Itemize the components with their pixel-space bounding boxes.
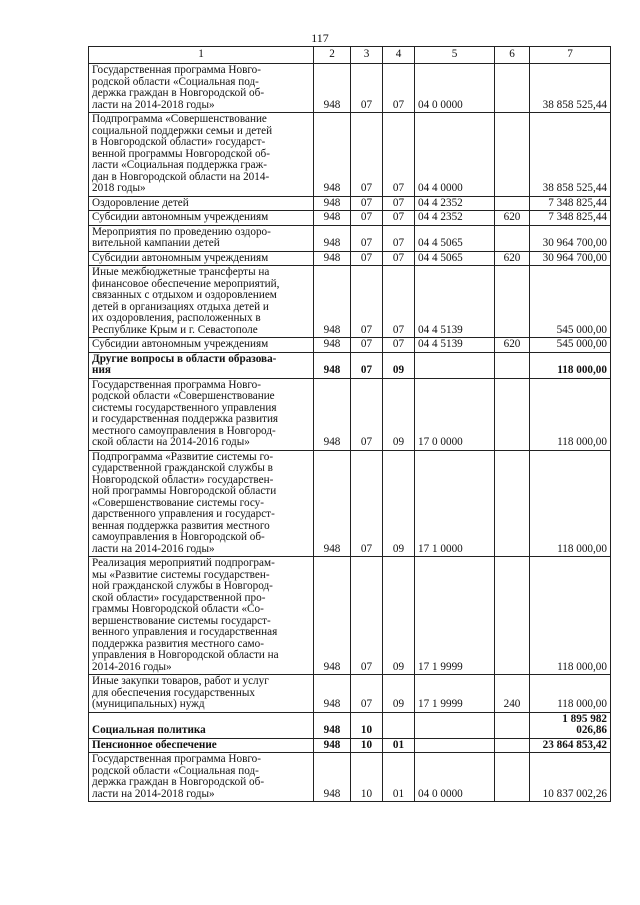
item-name-cell [89,64,314,113]
department-code-cell: 948 [314,753,351,802]
expense-type-cell: 620 [495,251,530,266]
item-name-cell [89,196,314,211]
table-header-row [89,47,611,64]
item-name-line: Субсидии автономным учреждениям [92,251,269,264]
item-name-line: граммы Новгородской области «Со- [92,603,264,615]
item-name-line: ной программы Новгородской области [92,485,277,497]
item-name-cell [89,211,314,226]
amount-cell: 23 864 853,42 [530,738,611,753]
subsection-code-cell: 07 [383,113,415,197]
item-name-cell [89,225,314,251]
item-name-line: самоуправления в Новгородской об- [92,531,265,543]
expense-type-cell [495,113,530,197]
target-article-cell: 04 4 5139 [415,266,495,338]
item-name-line: Реализация мероприятий подпрограм- [92,557,275,569]
item-name-cell [89,338,314,353]
item-name-line: финансовое обеспечение мероприятий, [92,277,280,290]
section-code-cell: 10 [351,712,383,738]
expense-type-cell [495,196,530,211]
table-row [89,251,611,266]
item-name-line: держка граждан в Новгородской об- [92,776,265,788]
subsection-code-cell: 07 [383,266,415,338]
budget-table [88,46,611,802]
item-name-line: венной программы Новгородской об- [92,147,270,160]
item-name-line: «Совершенствование системы госу- [92,496,264,509]
section-code-cell: 07 [351,225,383,251]
expense-type-cell [495,378,530,450]
amount-cell: 118 000,00 [530,450,611,557]
section-code-cell: 07 [351,675,383,713]
section-code-cell: 07 [351,266,383,338]
item-name-line: Государственная программа Новго- [92,64,261,76]
table-row [89,196,611,211]
item-name-line: дан в Новгородской области на 2014- [92,170,270,183]
amount-cell: 7 348 825,44 [530,211,611,226]
item-name-line: Государственная программа Новго- [92,378,261,391]
item-name-line: ной гражданской службы в Новгород- [92,580,273,592]
item-name-line: в Новгородской области» государст- [92,136,266,148]
item-name-line: 2014-2016 годы» [92,660,172,673]
item-name-cell [89,251,314,266]
section-code-cell: 07 [351,450,383,557]
item-name-line: поддержка развития местного само- [92,637,264,650]
department-code-cell: 948 [314,225,351,251]
table-row [89,211,611,226]
item-name-cell [89,675,314,713]
department-code-cell: 948 [314,450,351,557]
target-article-cell: 17 1 9999 [415,557,495,675]
target-article-cell [415,352,495,378]
item-name-line: Субсидии автономным учреждениям [92,211,269,223]
amount-cell: 38 858 525,44 [530,64,611,113]
item-name-line: ской области» государственной про- [92,591,266,604]
column-header: 2 [314,47,351,64]
subsection-code-cell: 07 [383,196,415,211]
section-code-cell: 07 [351,251,383,266]
target-article-cell: 04 4 2352 [415,211,495,226]
item-name-cell [89,378,314,450]
expense-type-cell [495,64,530,113]
item-name-line: ласти «Социальная поддержка граж- [92,159,268,171]
amount-cell: 30 964 700,00 [530,225,611,251]
expense-type-cell [495,352,530,378]
subsection-code-cell: 07 [383,211,415,226]
item-name-line: ской области на 2014-2016 годы» [92,436,250,448]
department-code-cell: 948 [314,211,351,226]
target-article-cell: 04 0 0000 [415,64,495,113]
expense-type-cell [495,753,530,802]
subsection-code-cell: 09 [383,352,415,378]
section-code-cell: 07 [351,378,383,450]
amount-cell: 30 964 700,00 [530,251,611,266]
section-code-cell: 07 [351,64,383,113]
target-article-cell: 04 4 0000 [415,113,495,197]
item-name-line: Оздоровление детей [92,196,189,209]
table-row [89,557,611,675]
department-code-cell: 948 [314,557,351,675]
item-name-line: венного управления и государственная [92,626,278,638]
department-code-cell: 948 [314,266,351,338]
department-code-cell: 948 [314,352,351,378]
expense-type-cell: 240 [495,675,530,713]
subsection-code-cell: 09 [383,675,415,713]
section-code-cell: 07 [351,196,383,211]
item-name-line: мы «Развитие системы государствен- [92,568,270,581]
item-name-line: связанных с отдыхом и оздоровлением [92,289,277,301]
amount-cell: 10 837 002,26 [530,753,611,802]
item-name-cell [89,266,314,338]
department-code-cell: 948 [314,251,351,266]
section-code-cell: 07 [351,113,383,197]
target-article-cell: 17 0 0000 [415,378,495,450]
item-name-cell [89,113,314,197]
amount-cell: 545 000,00 [530,338,611,353]
page-number: 117 [311,31,329,45]
item-name-line: Подпрограмма «Совершенствование [92,113,267,125]
item-name-line: для обеспечения государственных [92,686,256,699]
item-name-line: сударственной гражданской службы в [92,462,273,474]
item-name-cell [89,738,314,753]
item-name-line: Субсидии автономным учреждениям [92,338,269,350]
department-code-cell: 948 [314,712,351,738]
item-name-line: местного самоуправления в Новгород- [92,424,276,437]
department-code-cell: 948 [314,113,351,197]
target-article-cell: 04 4 5139 [415,338,495,353]
column-header: 6 [495,47,530,64]
target-article-cell [415,738,495,753]
column-header: 7 [530,47,611,64]
department-code-cell: 948 [314,675,351,713]
item-name-line: 2018 годы» [92,182,146,194]
item-name-cell [89,450,314,557]
amount-cell: 118 000,00 [530,557,611,675]
table-row [89,450,611,557]
amount-cell: 118 000,00 [530,378,611,450]
subsection-code-cell: 09 [383,450,415,557]
subsection-code-cell: 09 [383,557,415,675]
subsection-code-cell: 01 [383,738,415,753]
item-name-line: родской области «Совершенствование [92,390,275,402]
amount-cell: 118 000,00 [530,352,611,378]
column-header: 4 [383,47,415,64]
item-name-line: ласти на 2014-2018 годы» [92,787,215,800]
item-name-line: ласти на 2014-2016 годы» [92,542,215,555]
item-name-line: Пенсионное обеспечение [92,738,217,751]
table-row [89,64,611,113]
department-code-cell: 948 [314,738,351,753]
expense-type-cell [495,225,530,251]
item-name-line: и государственная поддержка развития [92,413,279,425]
expense-type-cell: 620 [495,338,530,353]
target-article-cell [415,712,495,738]
table-row [89,675,611,713]
expense-type-cell [495,450,530,557]
item-name-line: управления в Новгородской области на [92,649,279,661]
table-row [89,712,611,738]
item-name-line: Другие вопросы в области образова- [92,352,277,365]
item-name-line: родской области «Социальная под- [92,764,259,777]
column-header: 5 [415,47,495,64]
item-name-line: Государственная программа Новго- [92,753,261,765]
item-name-line: Республике Крым и г. Севастополе [92,323,258,336]
item-name-line: (муниципальных) нужд [92,698,205,710]
department-code-cell: 948 [314,64,351,113]
item-name-line: вершенствование системы государст- [92,614,271,627]
item-name-line: дарственного управления и государст- [92,508,275,520]
item-name-line: их оздоровления, расположенных в [92,312,261,324]
amount-cell: 38 858 525,44 [530,113,611,197]
subsection-code-cell: 07 [383,251,415,266]
section-code-cell: 07 [351,338,383,353]
item-name-line: детей в организациях отдыха детей и [92,300,269,313]
item-name-line: Новгородской области» государствен- [92,473,274,486]
amount-cell: 118 000,00 [530,675,611,713]
expense-type-cell [495,712,530,738]
expense-type-cell [495,738,530,753]
subsection-code-cell: 07 [383,338,415,353]
item-name-cell [89,557,314,675]
item-name-line: Мероприятия по проведению оздоро- [92,225,271,238]
subsection-code-cell: 09 [383,378,415,450]
item-name-line: венная поддержка развития местного [92,519,270,532]
section-code-cell: 10 [351,753,383,802]
column-header: 3 [351,47,383,64]
table-row [89,266,611,338]
target-article-cell: 04 4 5065 [415,251,495,266]
section-code-cell: 10 [351,738,383,753]
item-name-cell [89,712,314,738]
target-article-cell: 04 4 5065 [415,225,495,251]
section-code-cell: 07 [351,211,383,226]
item-name-line: системы государственного управления [92,401,277,414]
target-article-cell: 04 0 0000 [415,753,495,802]
expense-type-cell [495,266,530,338]
amount-cell: 7 348 825,44 [530,196,611,211]
department-code-cell: 948 [314,196,351,211]
expense-type-cell: 620 [495,211,530,226]
table-row [89,352,611,378]
item-name-line: Иные закупки товаров, работ и услуг [92,675,269,687]
target-article-cell: 17 1 9999 [415,675,495,713]
amount-cell: 1 895 982 026,86 [530,712,611,738]
department-code-cell: 948 [314,338,351,353]
column-header: 1 [89,47,314,64]
item-name-line: ния [92,364,111,376]
table-row [89,738,611,753]
subsection-code-cell: 01 [383,753,415,802]
section-code-cell: 07 [351,352,383,378]
expense-type-cell [495,557,530,675]
item-name-line: вительной кампании детей [92,237,220,249]
subsection-code-cell: 07 [383,225,415,251]
item-name-line: социальной поддержки семьи и детей [92,124,273,137]
target-article-cell: 17 1 0000 [415,450,495,557]
amount-cell: 545 000,00 [530,266,611,338]
item-name-line: родской области «Социальная под- [92,75,259,88]
table-row [89,338,611,353]
table-row [89,225,611,251]
table-row [89,113,611,197]
target-article-cell: 04 4 2352 [415,196,495,211]
item-name-line: держка граждан в Новгородской об- [92,87,265,99]
subsection-code-cell [383,712,415,738]
item-name-line: Социальная политика [92,724,206,736]
item-name-line: ласти на 2014-2018 годы» [92,98,215,111]
table-row [89,753,611,802]
item-name-line: Иные межбюджетные трансферты на [92,266,270,278]
table-row [89,378,611,450]
item-name-cell [89,753,314,802]
department-code-cell: 948 [314,378,351,450]
item-name-line: Подпрограмма «Развитие системы го- [92,450,274,463]
section-code-cell: 07 [351,557,383,675]
subsection-code-cell: 07 [383,64,415,113]
item-name-cell [89,352,314,378]
